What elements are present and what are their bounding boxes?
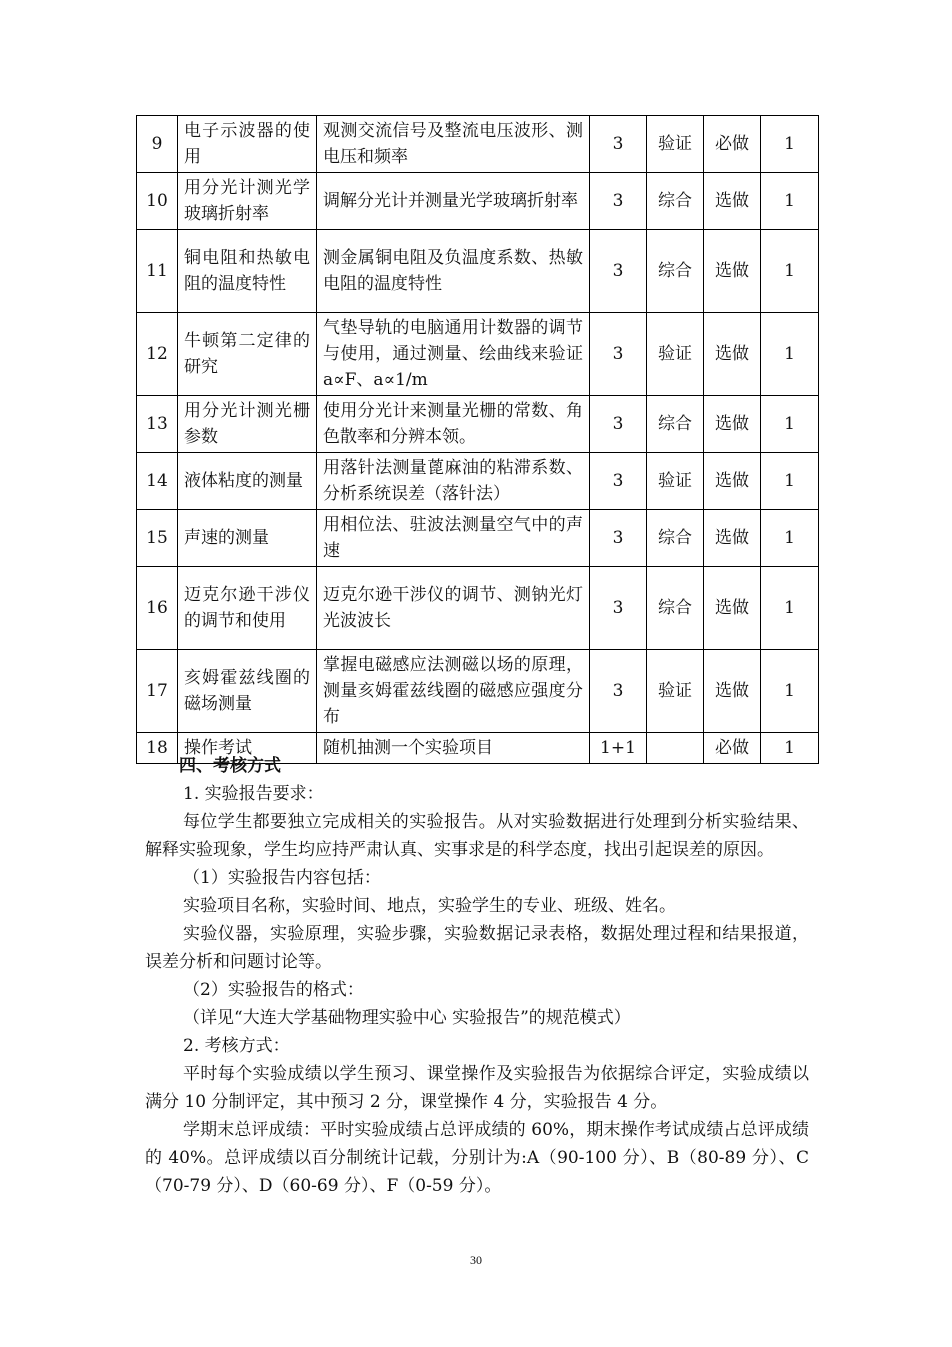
cell-groups: 1 <box>761 733 819 764</box>
cell-type: 验证 <box>647 453 704 510</box>
item1-paragraph: 每位学生都要独立完成相关的实验报告。从对实验数据进行处理到分析实验结果、解释实验现象，学生均应持严肃认真、实事求是的科学态度，找出引起误差的原因。 <box>145 812 809 860</box>
sub1-paragraph-1: 实验项目名称，实验时间、地点，实验学生的专业、班级、姓名。 <box>183 896 676 916</box>
cell-groups: 1 <box>761 230 819 313</box>
cell-requirement: 选做 <box>704 567 761 650</box>
cell-hours: 3 <box>590 173 647 230</box>
cell-hours: 3 <box>590 650 647 733</box>
cell-name: 声速的测量 <box>178 510 317 567</box>
cell-groups: 1 <box>761 510 819 567</box>
cell-hours: 3 <box>590 510 647 567</box>
cell-content: 调解分光计并测量光学玻璃折射率 <box>317 173 590 230</box>
cell-content: 使用分光计来测量光栅的常数、角色散率和分辨本领。 <box>317 396 590 453</box>
table-row <box>137 230 819 313</box>
assessment-section <box>145 752 809 1200</box>
sub1-paragraph-2: 实验仪器，实验原理，实验步骤，实验数据记录表格，数据处理过程和结果报道，误差分析和问题讨论等。 <box>145 924 809 972</box>
sub2-title: （2）实验报告的格式： <box>183 980 364 1000</box>
experiment-table <box>136 115 819 764</box>
sub2-paragraph: （详见“大连大学基础物理实验中心 实验报告”的规范模式） <box>183 1008 631 1028</box>
cell-number: 15 <box>137 510 178 567</box>
cell-requirement: 选做 <box>704 230 761 313</box>
table-row <box>137 453 819 510</box>
cell-requirement: 必做 <box>704 733 761 764</box>
cell-hours: 3 <box>590 116 647 173</box>
experiment-table-body <box>137 116 819 764</box>
table-row <box>137 313 819 396</box>
cell-number: 13 <box>137 396 178 453</box>
section-heading: 四、考核方式 <box>179 756 281 776</box>
table-row <box>137 510 819 567</box>
table-row <box>137 650 819 733</box>
cell-hours: 1+1 <box>590 733 647 764</box>
cell-requirement: 选做 <box>704 453 761 510</box>
cell-type: 综合 <box>647 173 704 230</box>
cell-content: 掌握电磁感应法测磁以场的原理，测量亥姆霍兹线圈的磁感应强度分布 <box>317 650 590 733</box>
cell-name: 操作考试 <box>178 733 317 764</box>
cell-groups: 1 <box>761 313 819 396</box>
cell-requirement: 选做 <box>704 396 761 453</box>
cell-requirement: 选做 <box>704 173 761 230</box>
cell-hours: 3 <box>590 230 647 313</box>
cell-content: 用相位法、驻波法测量空气中的声速 <box>317 510 590 567</box>
cell-type: 综合 <box>647 230 704 313</box>
cell-requirement: 选做 <box>704 313 761 396</box>
item2-paragraph-2: 学期末总评成绩：平时实验成绩占总评成绩的 60%，期末操作考试成绩占总评成绩的 40%。总评成绩以百分制统计记载，分别计为:A（90-100 分）、B（80-89 分）、C（70-79 分）、D（60-69 分）、F（0-59 分）。 <box>145 1120 809 1196</box>
cell-number: 18 <box>137 733 178 764</box>
cell-type: 验证 <box>647 650 704 733</box>
cell-name: 电子示波器的使用 <box>178 116 317 173</box>
cell-name: 用分光计测光学玻璃折射率 <box>178 173 317 230</box>
cell-requirement: 必做 <box>704 116 761 173</box>
item2-title: 2. 考核方式： <box>183 1036 290 1056</box>
cell-content: 气垫导轨的电脑通用计数器的调节与使用，通过测量、绘曲线来验证 a∝F、a∝1/m <box>317 313 590 396</box>
cell-content: 随机抽测一个实验项目 <box>317 733 590 764</box>
cell-groups: 1 <box>761 650 819 733</box>
table-row <box>137 396 819 453</box>
cell-number: 12 <box>137 313 178 396</box>
table-row <box>137 173 819 230</box>
cell-number: 16 <box>137 567 178 650</box>
cell-number: 9 <box>137 116 178 173</box>
cell-number: 14 <box>137 453 178 510</box>
cell-type: 验证 <box>647 313 704 396</box>
cell-type: 验证 <box>647 116 704 173</box>
cell-name: 液体粘度的测量 <box>178 453 317 510</box>
cell-hours: 3 <box>590 567 647 650</box>
cell-groups: 1 <box>761 567 819 650</box>
cell-number: 17 <box>137 650 178 733</box>
cell-groups: 1 <box>761 173 819 230</box>
cell-requirement: 选做 <box>704 650 761 733</box>
item2-paragraph-1: 平时每个实验成绩以学生预习、课堂操作及实验报告为依据综合评定，实验成绩以满分 10 分制评定，其中预习 2 分，课堂操作 4 分，实验报告 4 分。 <box>145 1064 809 1112</box>
cell-hours: 3 <box>590 396 647 453</box>
cell-hours: 3 <box>590 453 647 510</box>
cell-hours: 3 <box>590 313 647 396</box>
sub1-title: （1）实验报告内容包括： <box>183 868 381 888</box>
table-row <box>137 567 819 650</box>
cell-groups: 1 <box>761 116 819 173</box>
table-row <box>137 116 819 173</box>
cell-name: 牛顿第二定律的研究 <box>178 313 317 396</box>
cell-name: 铜电阻和热敏电阻的温度特性 <box>178 230 317 313</box>
cell-content: 用落针法测量蓖麻油的粘滞系数、分析系统误差（落针法） <box>317 453 590 510</box>
cell-number: 11 <box>137 230 178 313</box>
cell-groups: 1 <box>761 396 819 453</box>
cell-name: 用分光计测光栅参数 <box>178 396 317 453</box>
cell-type: 综合 <box>647 396 704 453</box>
cell-name: 亥姆霍兹线圈的磁场测量 <box>178 650 317 733</box>
cell-content: 迈克尔逊干涉仪的调节、测钠光灯光波波长 <box>317 567 590 650</box>
cell-number: 10 <box>137 173 178 230</box>
page-number: 30 <box>470 1253 482 1267</box>
cell-requirement: 选做 <box>704 510 761 567</box>
cell-type: 综合 <box>647 510 704 567</box>
cell-groups: 1 <box>761 453 819 510</box>
cell-content: 观测交流信号及整流电压波形、测电压和频率 <box>317 116 590 173</box>
cell-name: 迈克尔逊干涉仪的调节和使用 <box>178 567 317 650</box>
item1-title: 1. 实验报告要求： <box>183 784 324 804</box>
cell-content: 测金属铜电阻及负温度系数、热敏电阻的温度特性 <box>317 230 590 313</box>
cell-type: 综合 <box>647 567 704 650</box>
